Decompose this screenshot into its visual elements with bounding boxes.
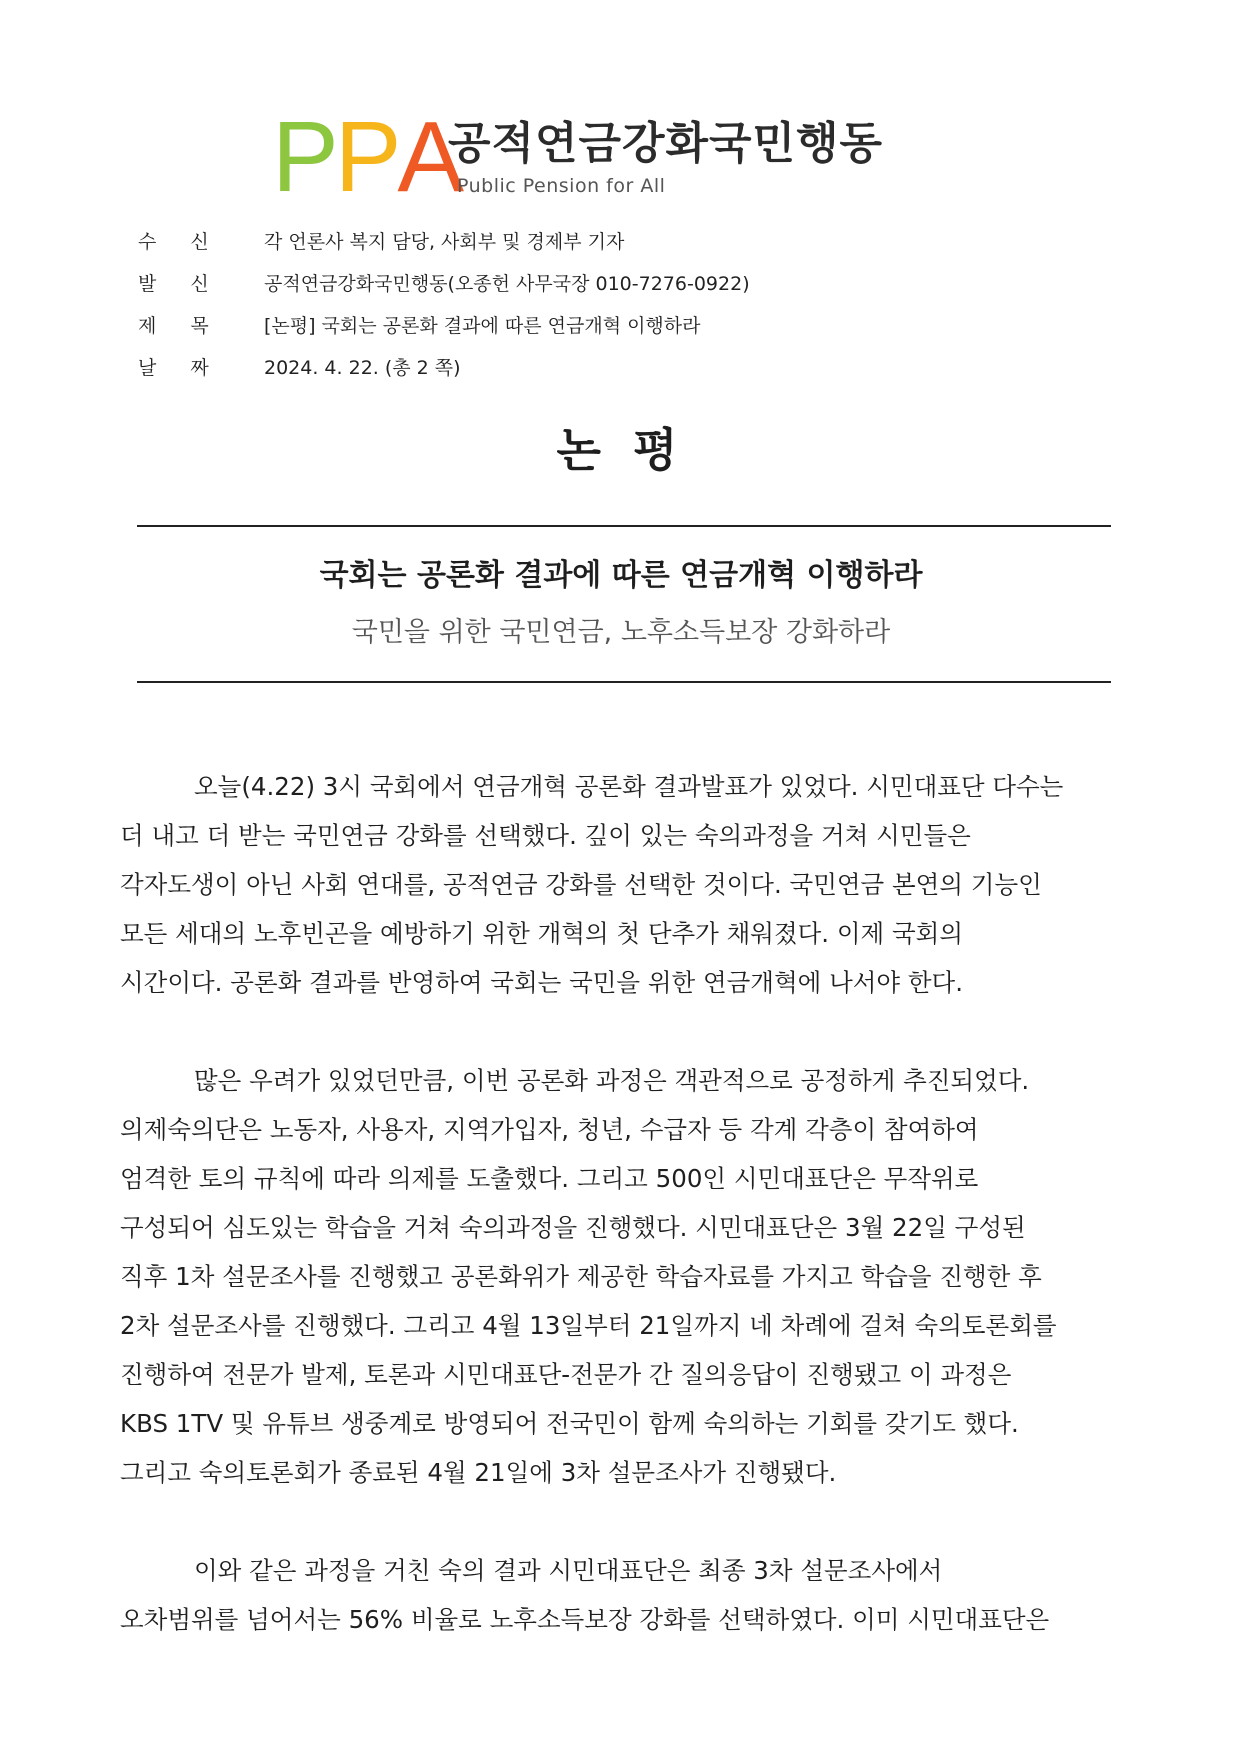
body-line: 오차범위를 넘어서는 56% 비율로 노후소득보장 강화를 선택하였다. 이미 시민대표단은 [120, 1605, 1050, 1634]
meta-label: 제 목 [138, 315, 223, 337]
document-meta [138, 228, 750, 396]
meta-label: 날 짜 [138, 357, 223, 379]
paragraph-1 [120, 762, 1130, 1007]
meta-row-sender [138, 270, 750, 312]
paragraph-3 [120, 1546, 1130, 1644]
body-line: 이와 같은 과정을 거친 숙의 결과 시민대표단은 최종 3차 설문조사에서 [194, 1556, 943, 1585]
logo-letter-p2: P [334, 101, 398, 213]
meta-value: 2024. 4. 22. (총 2 쪽) [264, 357, 461, 379]
body-line: 의제숙의단은 노동자, 사용자, 지역가입자, 청년, 수급자 등 각계 각층이 참여하여 [120, 1115, 979, 1144]
page-title: 국회는 공론화 결과에 따른 연금개혁 이행하라 [319, 558, 923, 593]
paragraph-2 [120, 1056, 1130, 1497]
body-line: 구성되어 심도있는 학습을 거쳐 숙의과정을 진행했다. 시민대표단은 3월 22일 구성된 [120, 1213, 1026, 1242]
meta-label: 수 신 [138, 231, 223, 253]
top-divider [137, 525, 1111, 527]
paragraph-gap [120, 1497, 1130, 1546]
bottom-divider [137, 681, 1111, 683]
meta-value: [논평] 국회는 공론화 결과에 따른 연금개혁 이행하라 [264, 315, 701, 337]
body-line: 많은 우려가 있었던만큼, 이번 공론화 과정은 객관적으로 공정하게 추진되었다. [194, 1066, 1030, 1095]
body-line: 진행하여 전문가 발제, 토론과 시민대표단-전문가 간 질의응답이 진행됐고 이 과정은 [120, 1360, 1012, 1389]
body-line: KBS 1TV 및 유튜브 생중계로 방영되어 전국민이 함께 숙의하는 기회를 갖기도 했다. [120, 1409, 1019, 1438]
organization-tagline: Public Pension for All [457, 175, 666, 197]
meta-row-recipient [138, 228, 750, 270]
meta-value: 공적연금강화국민행동(오종헌 사무국장 010-7276-0922) [264, 273, 750, 295]
body-line: 그리고 숙의토론회가 종료된 4월 21일에 3차 설문조사가 진행됐다. [120, 1458, 837, 1487]
logo-letter-p1: P [272, 101, 335, 213]
document-body [120, 762, 1130, 1644]
body-line: 모든 세대의 노후빈곤을 예방하기 위한 개혁의 첫 단추가 채워졌다. 이제 국회의 [120, 919, 964, 948]
meta-row-date [138, 354, 750, 396]
organization-name: 공적연금강화국민행동 [448, 118, 884, 169]
body-line: 2차 설문조사를 진행했다. 그리고 4월 13일부터 21일까지 네 차례에 걸쳐 숙의토론회를 [120, 1311, 1057, 1340]
body-line: 시간이다. 공론화 결과를 반영하여 국회는 국민을 위한 연금개혁에 나서야 한다. [120, 968, 964, 997]
body-line: 각자도생이 아닌 사회 연대를, 공적연금 강화를 선택한 것이다. 국민연금 본연의 기능인 [120, 870, 1042, 899]
logo-letter-a: A [397, 101, 461, 213]
meta-row-subject [138, 312, 750, 354]
body-line: 직후 1차 설문조사를 진행했고 공론화위가 제공한 학습자료를 가지고 학습을 진행한 후 [120, 1262, 1042, 1291]
paragraph-gap [120, 1007, 1130, 1056]
document-heading: 논 평 [556, 423, 686, 477]
page-subtitle: 국민을 위한 국민연금, 노후소득보장 강화하라 [351, 617, 891, 648]
body-line: 엄격한 토의 규칙에 따라 의제를 도출했다. 그리고 500인 시민대표단은 무작위로 [120, 1164, 979, 1193]
meta-label: 발 신 [138, 273, 223, 295]
logo-letters [272, 101, 461, 213]
meta-value: 각 언론사 복지 담당, 사회부 및 경제부 기자 [264, 231, 625, 253]
body-line: 오늘(4.22) 3시 국회에서 연금개혁 공론화 결과발표가 있었다. 시민대표단 다수는 [194, 772, 1064, 801]
body-line: 더 내고 더 받는 국민연금 강화를 선택했다. 깊이 있는 숙의과정을 거쳐 시민들은 [120, 821, 971, 850]
